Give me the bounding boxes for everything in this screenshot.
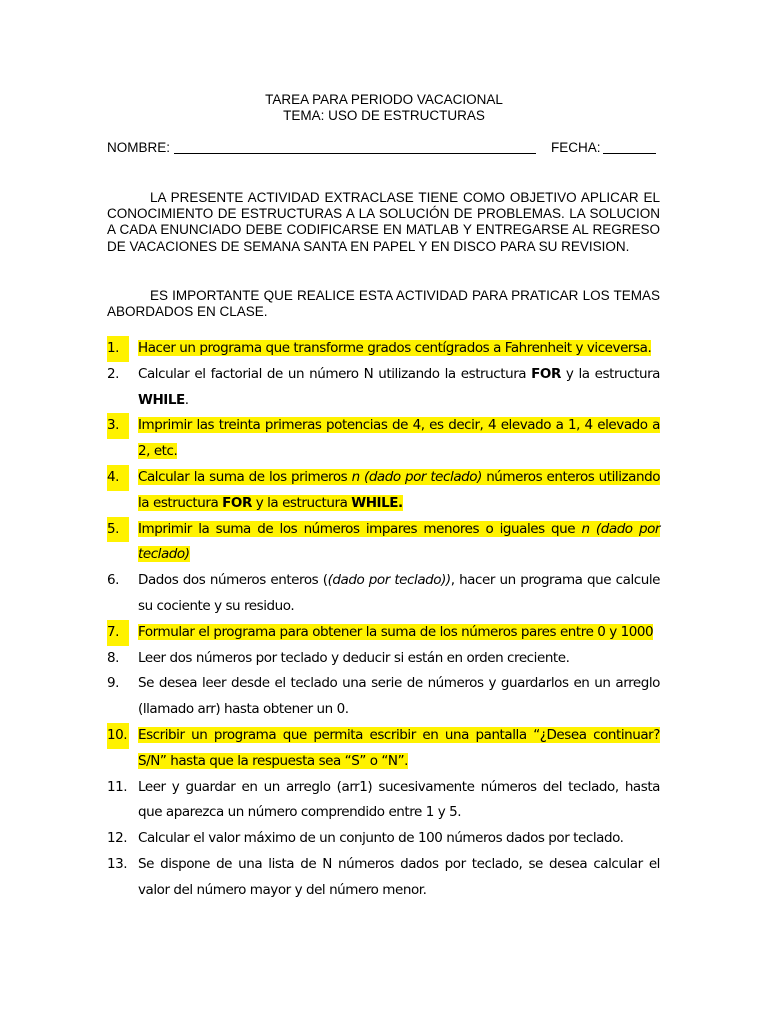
exercise-text <box>129 671 660 723</box>
exercise-item <box>107 465 660 517</box>
exercise-text-part: números enteros utilizando la estructura <box>138 468 661 511</box>
exercise-text-part: . <box>184 391 189 408</box>
exercise-text-part: Leer dos números por teclado y deducir si están en orden creciente. <box>138 649 570 666</box>
exercise-text-part: n (dado por teclado) <box>351 468 482 485</box>
exercise-text <box>129 362 660 414</box>
exercise-text-part: Dados dos números enteros ( <box>138 572 328 589</box>
exercise-text-part: FOR <box>531 365 561 382</box>
exercise-item <box>107 646 660 672</box>
document-subtitle: TEMA: USO DE ESTRUCTURAS <box>283 108 485 123</box>
exercise-number: 5. <box>107 517 129 543</box>
exercise-item <box>107 671 660 723</box>
exercise-number: 3. <box>107 413 129 439</box>
exercise-item <box>107 362 660 414</box>
exercise-text-part: Hacer un programa que transforme grados centígrados a Fahrenheit y viceversa. <box>138 340 652 356</box>
exercise-text-part: WHILE <box>138 391 185 408</box>
exercise-number: 13. <box>107 855 128 872</box>
exercise-text <box>129 620 660 646</box>
exercise-number: 4. <box>107 465 129 491</box>
exercise-text-part: y la estructura <box>560 365 660 382</box>
exercise-number: 2. <box>107 365 119 382</box>
name-date-row <box>107 140 667 158</box>
exercise-number: 7. <box>107 620 129 646</box>
exercise-text-part: y la estructura <box>251 494 352 511</box>
exercise-text <box>129 336 660 362</box>
exercise-number: 9. <box>107 675 119 692</box>
exercise-item <box>107 620 660 646</box>
exercise-item <box>107 852 660 904</box>
fecha-blank-line <box>603 153 656 154</box>
exercise-text <box>129 775 660 827</box>
exercise-text <box>129 826 660 852</box>
exercise-text-part: (dado por teclado)) <box>327 572 451 589</box>
exercise-text-part: Imprimir las treinta primeras potencias de 4, es decir, 4 elevado a 1, 4 elevado a 2, etc. <box>138 417 660 460</box>
exercise-text-part: , hacer un programa que calcule su cociente y su residuo. <box>138 572 660 614</box>
exercise-number: 1. <box>107 336 129 362</box>
exercise-text-part: Se dispone de una lista de N números dados por teclado, se desea calcular el valor del número mayor y del número menor. <box>138 855 660 898</box>
exercise-text-part: Se desea leer desde el teclado una serie de números y guardarlos en un arreglo (llamado arr) hasta obtener un 0. <box>138 675 660 718</box>
intro-paragraph-2: ES IMPORTANTE QUE REALICE ESTA ACTIVIDAD PARA PRATICAR LOS TEMAS ABORDADOS EN CLASE. <box>107 288 660 320</box>
nombre-label: NOMBRE: <box>107 140 171 155</box>
exercise-text-part: Escribir un programa que permita escribir en una pantalla “¿Desea continuar? S/N” hasta que la respuesta sea “S” o “N”. <box>138 726 660 769</box>
fecha-label: FECHA: <box>551 140 601 155</box>
exercise-item <box>107 413 660 465</box>
exercise-text-part: Formular el programa para obtener la suma de los números pares entre 0 y 1000 <box>138 623 654 640</box>
exercise-item <box>107 336 660 362</box>
exercise-text-part: FOR <box>222 494 252 511</box>
exercise-text-part: Leer y guardar en un arreglo (arr1) sucesivamente números del teclado, hasta que aparezca un número comprendido entre 1 y 5. <box>138 778 660 821</box>
exercise-text <box>129 723 660 775</box>
exercise-item <box>107 723 660 775</box>
exercise-item <box>107 826 660 852</box>
exercise-number: 12. <box>107 830 128 847</box>
exercise-list <box>107 336 660 904</box>
exercise-item <box>107 775 660 827</box>
exercise-text <box>129 568 660 620</box>
exercise-text-part: WHILE. <box>351 494 403 511</box>
exercise-text-part: n (dado por teclado) <box>138 520 660 563</box>
exercise-number: 6. <box>107 572 119 589</box>
exercise-text-part: Imprimir la suma de los números impares menores o iguales que <box>138 520 582 537</box>
exercise-text <box>129 646 660 672</box>
exercise-text <box>129 517 660 569</box>
exercise-text <box>129 413 660 465</box>
exercise-number: 10. <box>107 723 129 749</box>
exercise-text-part: Calcular la suma de los primeros <box>138 468 352 485</box>
exercise-number: 11. <box>107 778 128 795</box>
exercise-text-part: Calcular el valor máximo de un conjunto de 100 números dados por teclado. <box>138 830 624 847</box>
exercise-number: 8. <box>107 649 119 666</box>
intro-paragraph-1: LA PRESENTE ACTIVIDAD EXTRACLASE TIENE COMO OBJETIVO APLICAR EL CONOCIMIENTO DE ESTRUCTURAS A LA SOLUCIÓN DE PROBLEMAS. LA SOLUCION A CADA ENUNCIADO DEBE CODIFICARSE EN MATLAB Y ENTREGARSE AL REGRESO DE VACACIONES DE SEMANA SANTA EN PAPEL Y EN DISCO PARA SU REVISION. <box>107 190 660 254</box>
exercise-item <box>107 517 660 569</box>
exercise-text-part: Calcular el factorial de un número N utilizando la estructura <box>138 365 532 382</box>
nombre-blank-line <box>174 153 536 154</box>
exercise-item <box>107 568 660 620</box>
document-title: TAREA PARA PERIODO VACACIONAL <box>265 92 503 107</box>
exercise-text <box>129 852 660 904</box>
exercise-text <box>129 465 660 517</box>
